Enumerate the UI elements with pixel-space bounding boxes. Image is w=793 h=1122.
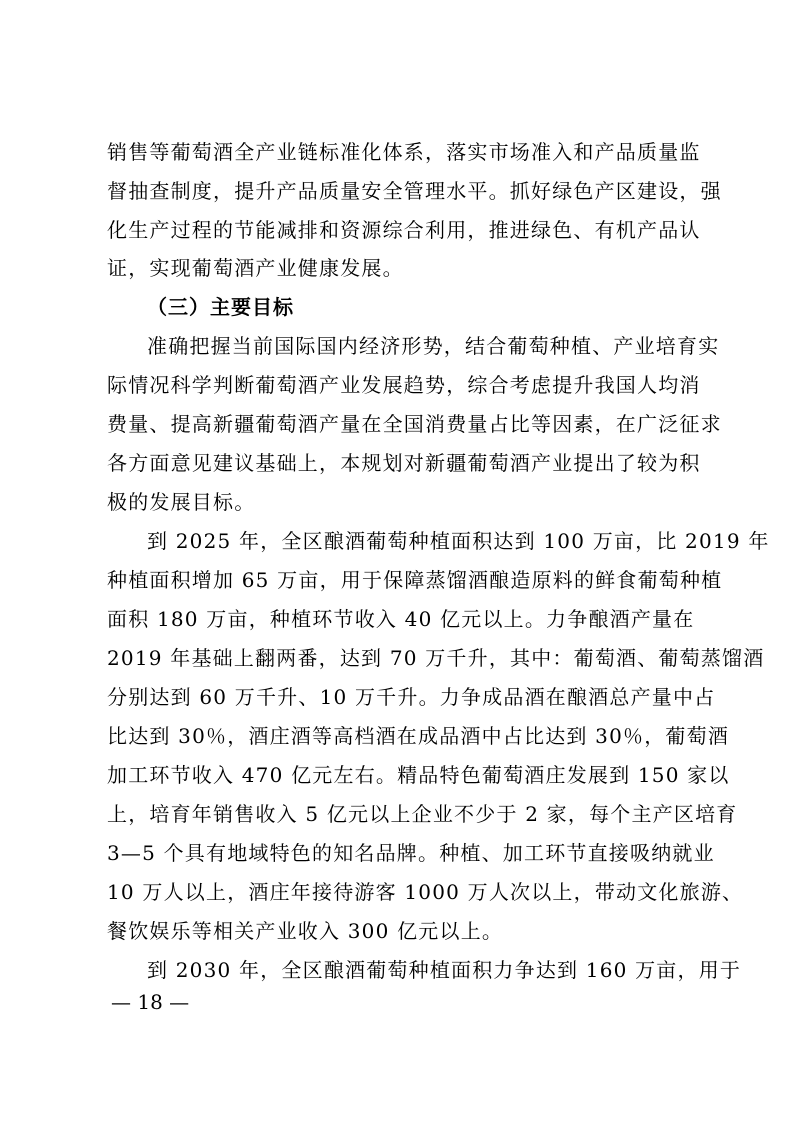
text-line: 证，实现葡萄酒产业健康发展。 bbox=[107, 256, 404, 280]
text-line: 费量、提高新疆葡萄酒产量在全国消费量占比等因素，在广泛征求 bbox=[107, 412, 722, 436]
text-line: 3—5 个具有地域特色的知名品牌。种植、加工环节直接吸纳就业 bbox=[107, 841, 715, 865]
text-line: 比达到 30％，酒庄酒等高档酒在成品酒中占比达到 30％，葡萄酒 bbox=[107, 724, 730, 748]
text-line: 际情况科学判断葡萄酒产业发展趋势，综合考虑提升我国人均消 bbox=[107, 373, 701, 397]
text-line: 面积 180 万亩，种植环节收入 40 亿元以上。力争酿酒产量在 bbox=[107, 607, 695, 631]
text-line: 督抽查制度，提升产品质量安全管理水平。抓好绿色产区建设，强 bbox=[107, 179, 722, 203]
text-line: 销售等葡萄酒全产业链标准化体系，落实市场准入和产品质量监 bbox=[107, 140, 701, 164]
text-line: 到 2030 年，全区酿酒葡萄种植面积力争达到 160 万亩，用于 bbox=[147, 958, 742, 982]
text-line: 上，培育年销售收入 5 亿元以上企业不少于 2 家，每个主产区培育 bbox=[107, 802, 738, 826]
text-line: 餐饮娱乐等相关产业收入 300 亿元以上。 bbox=[107, 919, 504, 943]
section-heading: （三）主要目标 bbox=[147, 295, 294, 319]
text-line: 2019 年基础上翻两番，达到 70 万千升，其中：葡萄酒、葡萄蒸馏酒 bbox=[107, 646, 765, 670]
text-line: 到 2025 年，全区酿酒葡萄种植面积达到 100 万亩，比 2019 年 bbox=[147, 529, 770, 553]
text-line: 10 万人以上，酒庄年接待游客 1000 万人次以上，带动文化旅游、 bbox=[107, 880, 744, 904]
page-number: — 18 — bbox=[111, 990, 190, 1014]
text-line: 准确把握当前国际国内经济形势，结合葡萄种植、产业培育实 bbox=[147, 334, 720, 358]
text-line: 极的发展目标。 bbox=[107, 490, 256, 514]
text-line: 分别达到 60 万千升、10 万千升。力争成品酒在酿酒总产量中占 bbox=[107, 685, 716, 709]
text-line: 加工环节收入 470 亿元左右。精品特色葡萄酒庄发展到 150 家以 bbox=[107, 763, 730, 787]
text-line: 化生产过程的节能减排和资源综合利用，推进绿色、有机产品认 bbox=[107, 218, 701, 242]
text-line: 各方面意见建议基础上，本规划对新疆葡萄酒产业提出了较为积 bbox=[107, 451, 701, 475]
text-line: 种植面积增加 65 万亩，用于保障蒸馏酒酿造原料的鲜食葡萄种植 bbox=[107, 568, 723, 592]
